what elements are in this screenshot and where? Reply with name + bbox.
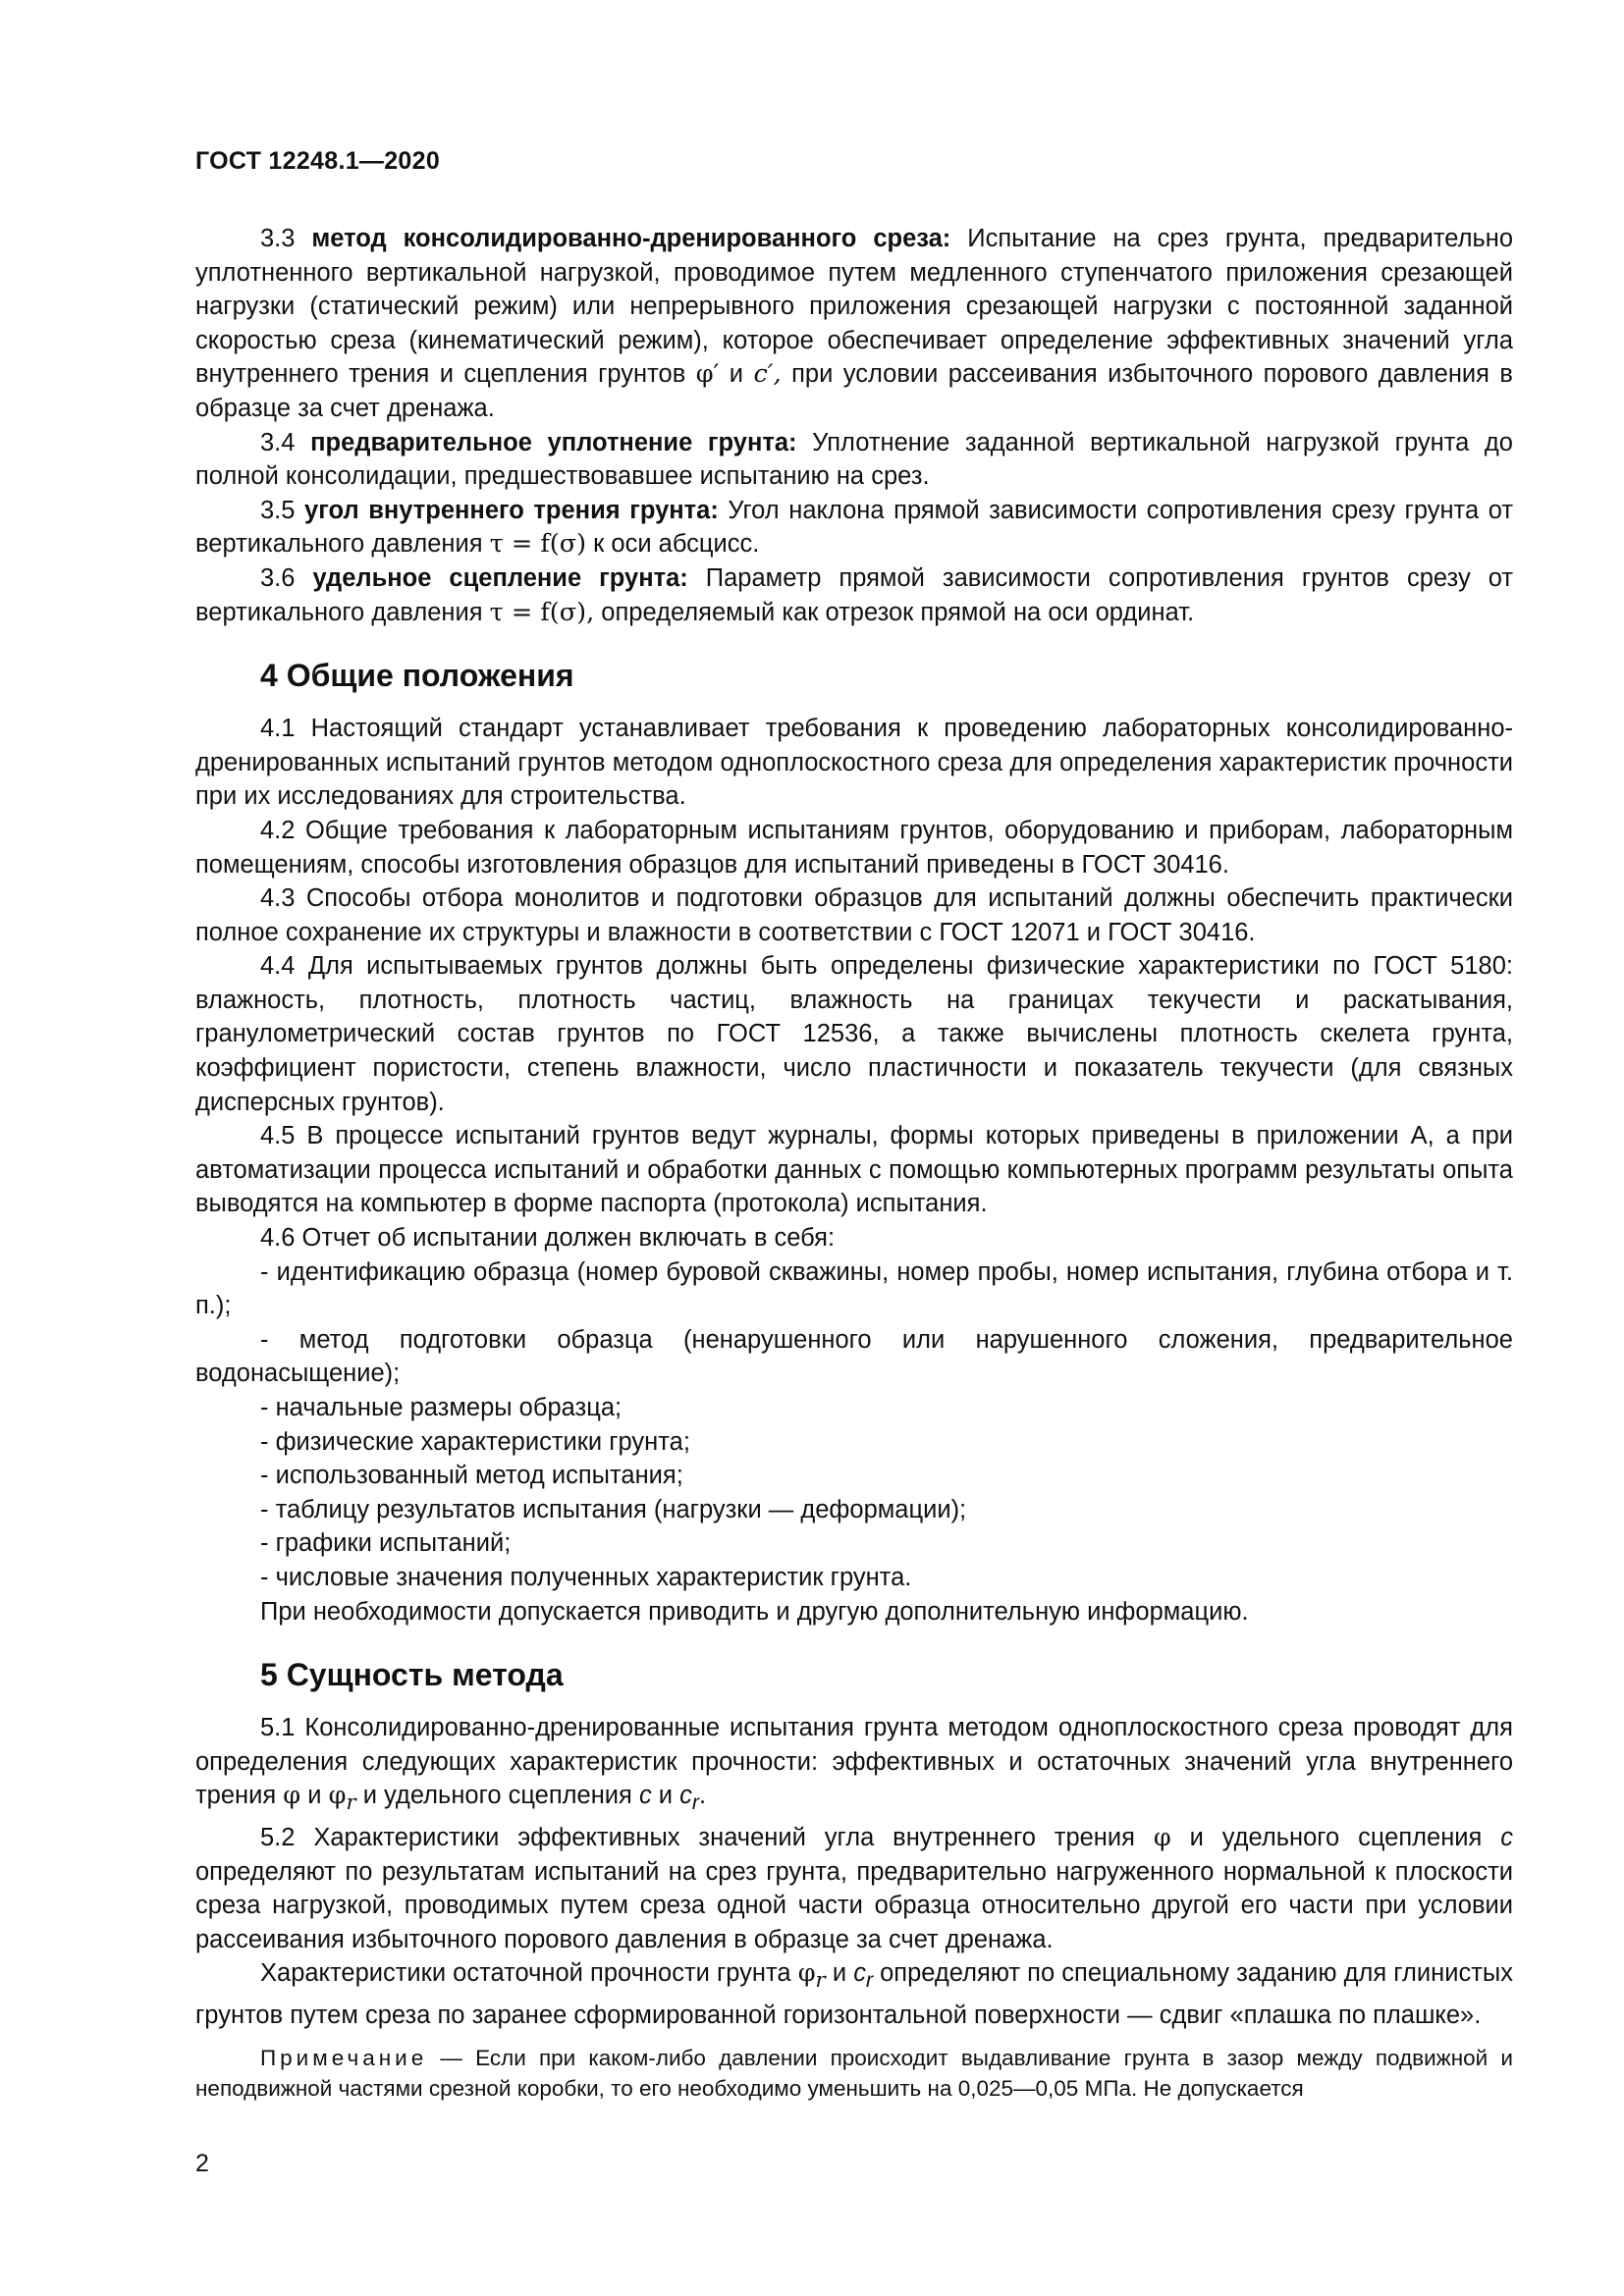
clause-text: и удельного сцепления [362, 1782, 632, 1810]
list-item: - идентификацию образца (номер буровой скважины, номер пробы, номер испытания, глубина отбора и т. п.); [195, 1257, 1513, 1320]
period: . [698, 1782, 707, 1810]
clause-5-1 [195, 1711, 1513, 1821]
list-item: - физические характеристики грунта; [260, 1427, 690, 1456]
list-item: - начальные размеры образца; [260, 1394, 623, 1421]
clause-3-5 [195, 494, 1513, 561]
formula: τ = f(σ), [489, 597, 595, 627]
clause-number: 3.4 [260, 428, 296, 456]
symbol-c-r: $c_r$ [853, 1959, 874, 1993]
list-item: - использованный метод испытания; [260, 1462, 683, 1490]
clause-4-6: 4.6 Отчет об испытании должен включать в себя: [260, 1224, 836, 1253]
list-item: - таблицу результатов испытания (нагрузки — деформации); [260, 1495, 967, 1523]
document-code: ГОСТ 12248.1—2020 [195, 147, 441, 175]
clause-number: 3.6 [260, 563, 296, 592]
clause-text: определяемый как отрезок прямой на оси ординат. [601, 598, 1195, 626]
clause-4-1: 4.1 Настоящий стандарт устанавливает требования к проведению лабораторных консолидированно-дренированных испытаний грунтов методом одноплоскостного среза для определения характеристик прочности при их исследованиях для строительства. [195, 715, 1513, 811]
symbol-c: c′, [753, 359, 782, 390]
clause-text: и удельного сцепления [1189, 1824, 1483, 1852]
section-4-title: 4 Общие положения [260, 658, 574, 694]
clause-text: определяют по специальному заданию для глинистых грунтов путем среза по заранее сформированной горизонтальной поверхности — сдвиг «плашка по плашке». [195, 1959, 1513, 2030]
term: метод консолидированно-дренированного среза: [311, 225, 951, 252]
list-item: - графики испытаний; [260, 1529, 512, 1558]
clause-4-6-note: При необходимости допускается приводить и другую дополнительную информацию. [260, 1597, 1249, 1626]
note-label: Примечание [260, 2045, 428, 2070]
clause-4-3: 4.3 Способы отбора монолитов и подготовки образцов для испытаний должны обеспечить практически полное сохранение их структуры и влажности в соответствии с ГОСТ 12071 и ГОСТ 30416. [195, 884, 1513, 946]
conjunction: и [729, 360, 744, 389]
conjunction: и [307, 1782, 322, 1810]
clause-3-4 [195, 426, 1513, 494]
clause-5-2-residual [195, 1956, 1513, 2032]
clause-3-6 [195, 561, 1513, 629]
clause-text: Испытание на срез грунта, предварительно уплотненного вертикальной нагрузкой, проводимое путем медленного ступенчатого приложения срезающей нагрузки (статический режим) или непрерывного приложения срезающей нагрузки с постоянной заданной скоростью среза (кинематический режим), которое обеспечивает определение эффективных значений угла внутреннего трения и сцепления грунтов [195, 225, 1513, 389]
clause-5-2 [195, 1821, 1513, 1956]
symbol-c: c [1500, 1824, 1513, 1852]
term: удельное сцепление грунта: [312, 563, 688, 592]
clause-4-2: 4.2 Общие требования к лабораторным испытаниям грунтов, оборудованию и приборам, лабораторным помещениям, способы изготовления образцов для испытаний приведены в ГОСТ 30416. [195, 816, 1513, 879]
clause-text: к оси абсцисс. [593, 530, 760, 559]
clause-4-5: 4.5 В процессе испытаний грунтов ведут журналы, формы которых приведены в приложении А, а при автоматизации процесса испытаний и обработки данных с помощью компьютерных программ результаты опыта выводятся на компьютер в форме паспорта (протокола) испытания. [195, 1122, 1513, 1218]
formula: τ = f(σ) [489, 529, 587, 560]
clause-number: 3.5 [260, 496, 296, 524]
symbol-phi: φ [283, 1781, 301, 1811]
clause-text: Угол наклона прямой зависимости сопротивления срезу грунта от вертикального давления [195, 496, 1513, 559]
list-item: - метод подготовки образца (ненарушенного или нарушенного сложения, предварительное водонасыщение); [195, 1325, 1513, 1388]
note [195, 2043, 1513, 2104]
symbol-phi-r: $\varphi_r$ [328, 1781, 356, 1816]
page-number: 2 [195, 2150, 209, 2177]
clause-text: Уплотнение заданной вертикальной нагрузкой грунта до полной консолидации, предшествовавшее испытанию на срез. [195, 428, 1513, 491]
clause-4-4: 4.4 Для испытываемых грунтов должны быть определены физические характеристики по ГОСТ 5180: влажность, плотность, плотность частиц, влажность на границах текучести и раскатывания, гранулометрический состав грунтов по ГОСТ 12536, а также вычислены плотность скелета грунта, коэффициент пористости, степень влажности, число пластичности и показатель текучести (для связных дисперсных грунтов). [195, 952, 1513, 1116]
symbol-phi-r: $\varphi_r$ [797, 1958, 826, 1994]
clause-text: 5.2 Характеристики эффективных значений угла внутреннего трения [260, 1824, 1135, 1852]
clause-text: Параметр прямой зависимости сопротивления грунтов срезу от вертикального давления [195, 563, 1513, 626]
conjunction: и [658, 1782, 674, 1810]
symbol-c-r: $c_r$ [679, 1782, 699, 1815]
clause-number: 3.3 [260, 225, 296, 252]
clause-text: при условии рассеивания избыточного порового давления в образце за счет дренажа. [195, 360, 1513, 422]
term: предварительное уплотнение грунта: [310, 428, 797, 456]
symbol-phi: φ′ [695, 359, 720, 390]
symbol-c: c [638, 1782, 652, 1810]
clause-text: Характеристики остаточной прочности грунта [260, 1959, 791, 1988]
clause-text: определяют по результатам испытаний на срез грунта, предварительно нагруженного нормальной к плоскости среза нагрузкой, проводимых путем среза одной части образца относительно другой его части при условии рассеивания избыточного порового давления в образце за счет дренажа. [195, 1857, 1513, 1953]
conjunction: и [832, 1959, 847, 1988]
page-content [195, 222, 1513, 2104]
clause-text: 5.1 Консолидированно-дренированные испытания грунта методом одноплоскостного среза проводят для определения следующих характеристик прочности: эффективных и остаточных значений угла внутреннего трения [195, 1714, 1513, 1810]
list-item: - числовые значения полученных характеристик грунта. [260, 1563, 912, 1591]
clause-3-3 [195, 222, 1513, 426]
note-text: — Если при каком-либо давлении происходит выдавливание грунта в зазор между подвижной и неподвижной частями срезной коробки, то его необходимо уменьшить на 0,025—0,05 МПа. Не допускается [195, 2045, 1513, 2101]
section-5-title: 5 Сущность метода [260, 1657, 564, 1693]
term: угол внутреннего трения грунта: [304, 496, 719, 524]
symbol-phi: φ [1153, 1823, 1171, 1853]
